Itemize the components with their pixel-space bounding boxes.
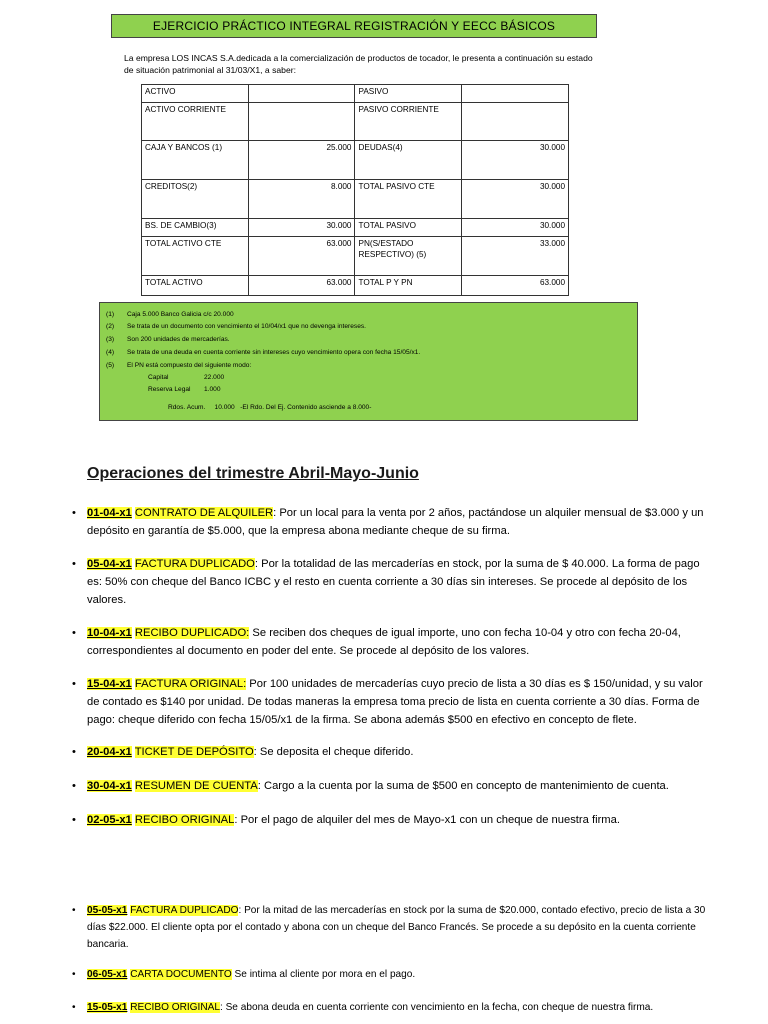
section-title: Operaciones del trimestre Abril-Mayo-Junio [87, 465, 419, 482]
table-cell: 63.000 [462, 276, 569, 296]
balance-sheet-table [141, 84, 569, 296]
table-cell: 25.000 [248, 141, 355, 180]
table-cell: TOTAL PASIVO CTE [355, 180, 462, 219]
note-item [106, 336, 230, 343]
note-text: Caja 5.000 Banco Galicia c/c 20.000 [127, 311, 234, 318]
table-cell: 30.000 [462, 180, 569, 219]
bullet-icon: • [72, 678, 76, 690]
table-cell: 30.000 [462, 219, 569, 237]
intro-paragraph: La empresa LOS INCAS S.A.dedicada a la comercialización de productos de tocador, le presenta a continuación su estado de situación patrimonial al 31/03/X1, a saber: [124, 53, 593, 75]
operation-date: 10-04-x1 [87, 627, 132, 639]
table-cell: TOTAL P Y PN [355, 276, 462, 296]
pn-capital-row [148, 374, 224, 381]
operation-document: TICKET DE DEPÓSITO [134, 746, 254, 758]
table-row [142, 103, 569, 141]
operation-item [72, 966, 715, 983]
operation-text: : Se deposita el cheque diferido. [253, 746, 414, 758]
bullet-icon: • [72, 969, 76, 980]
operation-document: RECIBO DUPLICADO: [134, 627, 250, 639]
pn-reserva-row [148, 386, 221, 393]
operation-document: RECIBO ORIGINAL [130, 1002, 220, 1013]
note-text: El PN está compuesto del siguiente modo: [127, 362, 252, 369]
bullet-icon: • [72, 558, 76, 570]
note-text: Se trata de un documento con vencimiento el 10/04/x1 que no devenga intereses. [127, 323, 367, 330]
table-cell: 63.000 [248, 276, 355, 296]
notes-box [99, 302, 638, 421]
operation-text: Por 100 unidades de mercaderías cuyo precio de lista a 30 días es $ 150/unidad, y su valor de contado es $140 por unidad. De todas maneras la empresa toma precio de lista en cuenta corriente a 30 días. Forma de pago: cheque diferido con fecha 15/05/x1 de la firma. Se abona además $500 en efectivo en concepto de flete. [87, 678, 703, 726]
operation-text: : Por un local para la venta por 2 años, pactándose un alquiler mensual de $3.000 y un depósito en garantía de $5.000, que la empresa abona mediante cheque de su firma. [87, 507, 704, 537]
table-cell: ACTIVO CORRIENTE [142, 103, 249, 141]
note-item [106, 323, 366, 330]
reserva-value: 1.000 [204, 386, 221, 393]
operation-document: CARTA DOCUMENTO [130, 969, 232, 980]
note-item [106, 362, 251, 369]
operation-text: : Por la mitad de las mercaderías en stock por la suma de $20.000, contado efectivo, precio de lista a 30 días $22.000. El cliente opta por el contado y abona con un cheque del Banco Francés. Se procede a su depósito en la cuenta corriente bancaria. [87, 905, 706, 950]
operation-document: FACTURA ORIGINAL: [134, 678, 247, 690]
operation-item [72, 504, 715, 540]
table-cell [462, 85, 569, 103]
table-cell: TOTAL ACTIVO [142, 276, 249, 296]
note-number: (4) [106, 349, 115, 356]
bullet-icon: • [72, 1002, 76, 1013]
table-cell: 8.000 [248, 180, 355, 219]
table-row [142, 141, 569, 180]
table-cell: 30.000 [462, 141, 569, 180]
operation-document: RESUMEN DE CUENTA [134, 780, 258, 792]
table-cell [248, 103, 355, 141]
bullet-icon: • [72, 780, 76, 792]
operation-date: 05-05-x1 [87, 905, 128, 916]
bullet-icon: • [72, 746, 76, 758]
table-row [142, 85, 569, 103]
table-cell [462, 103, 569, 141]
reserva-label: Reserva Legal [148, 386, 191, 393]
note-item [106, 311, 234, 318]
operation-text: : Se abona deuda en cuenta corriente con vencimiento en la fecha, con cheque de nuestra firma. [219, 1002, 654, 1013]
bullet-icon: • [72, 814, 76, 826]
operation-date: 15-05-x1 [87, 1002, 128, 1013]
operation-date: 15-04-x1 [87, 678, 132, 690]
operation-text: Se intima al cliente por mora en el pago. [231, 969, 416, 980]
table-cell: DEUDAS(4) [355, 141, 462, 180]
operation-item [72, 999, 715, 1016]
note-number: (2) [106, 323, 115, 330]
pn-rdos-row: Rdos. Acum. 10.000 -El Rdo. Del Ej. Contenido asciende a 8.000- [168, 404, 372, 411]
table-cell: CREDITOS(2) [142, 180, 249, 219]
note-number: (1) [106, 311, 115, 318]
operation-date: 20-04-x1 [87, 746, 132, 758]
operation-text: : Por la totalidad de las mercaderías en stock, por la suma de $ 40.000. La forma de pago es: 50% con cheque del Banco ICBC y el resto en cuenta corriente a 30 días sin intereses. Se procede al depósito de los valores. [87, 558, 700, 606]
note-number: (3) [106, 336, 115, 343]
operation-date: 02-05-x1 [87, 814, 132, 826]
operation-date: 30-04-x1 [87, 780, 132, 792]
operation-text: Se reciben dos cheques de igual importe, uno con fecha 10-04 y otro con fecha 20-04, correspondientes al documento en poder del ente. Se procede al depósito de los valores. [87, 627, 681, 657]
table-cell: PASIVO CORRIENTE [355, 103, 462, 141]
table-cell: CAJA Y BANCOS (1) [142, 141, 249, 180]
operation-text: : Cargo a la cuenta por la suma de $500 en concepto de mantenimiento de cuenta. [257, 780, 669, 792]
note-number: (5) [106, 362, 115, 369]
table-row [142, 276, 569, 296]
operation-text: : Por el pago de alquiler del mes de Mayo-x1 con un cheque de nuestra firma. [234, 814, 620, 826]
operation-date: 01-04-x1 [87, 507, 132, 519]
operation-item [72, 743, 715, 761]
operation-document: RECIBO ORIGINAL [134, 814, 235, 826]
table-cell: 33.000 [462, 237, 569, 276]
capital-label: Capital [148, 374, 169, 381]
table-row [142, 219, 569, 237]
table-cell: BS. DE CAMBIO(3) [142, 219, 249, 237]
capital-value: 22.000 [204, 374, 225, 381]
operation-date: 05-04-x1 [87, 558, 132, 570]
bullet-icon: • [72, 627, 76, 639]
operation-document: CONTRATO DE ALQUILER [134, 507, 274, 519]
operation-item [72, 777, 715, 795]
table-cell: 30.000 [248, 219, 355, 237]
operation-item [72, 555, 715, 609]
note-text: Se trata de una deuda en cuenta corriente sin intereses cuyo vencimiento opera con fecha 15/05/x1. [127, 349, 421, 356]
operation-date: 06-05-x1 [87, 969, 128, 980]
operation-item [72, 675, 715, 729]
note-item [106, 349, 420, 356]
bullet-icon: • [72, 507, 76, 519]
exercise-title: EJERCICIO PRÁCTICO INTEGRAL REGISTRACIÓN Y EECC BÁSICOS [111, 14, 597, 38]
table-row [142, 237, 569, 276]
note-text: Son 200 unidades de mercaderías. [127, 336, 230, 343]
operation-document: FACTURA DUPLICADO [134, 558, 255, 570]
table-cell: PN(S/ESTADO RESPECTIVO) (5) [355, 237, 462, 276]
bullet-icon: • [72, 905, 76, 916]
table-cell: TOTAL ACTIVO CTE [142, 237, 249, 276]
operation-item [72, 811, 715, 829]
table-cell: 63.000 [248, 237, 355, 276]
table-cell [248, 85, 355, 103]
operation-document: FACTURA DUPLICADO [130, 905, 239, 916]
operation-item [72, 902, 715, 953]
operation-item [72, 624, 715, 660]
table-cell: ACTIVO [142, 85, 249, 103]
table-row [142, 180, 569, 219]
table-cell: TOTAL PASIVO [355, 219, 462, 237]
table-cell: PASIVO [355, 85, 462, 103]
